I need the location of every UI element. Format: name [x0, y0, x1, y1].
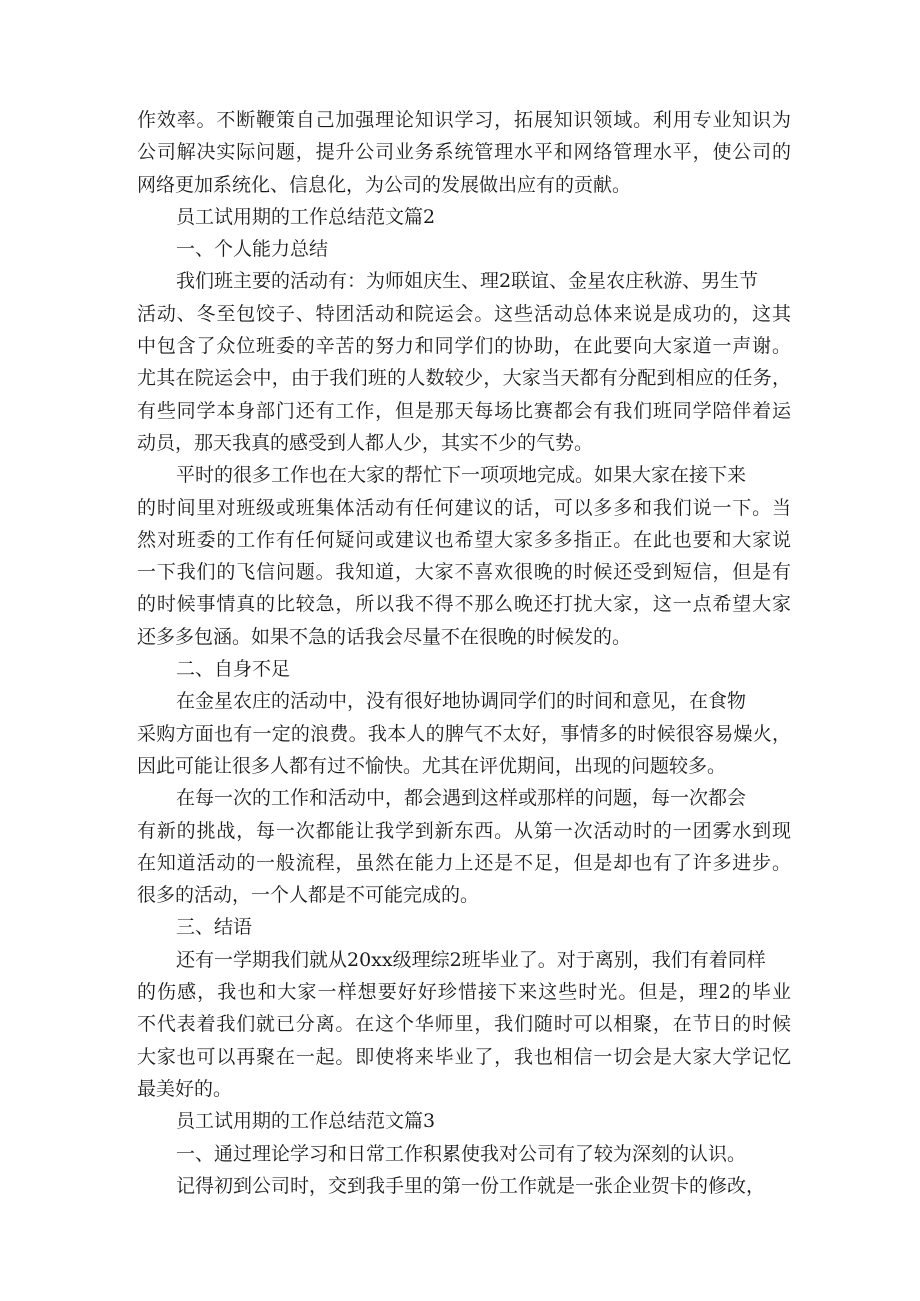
text-line: 活动、冬至包饺子、特团活动和院运会。这些活动总体来说是成功的，这其 — [137, 302, 791, 325]
text-line: 大家也可以再聚在一起。即使将来毕业了，我也相信一切会是大家大学记忆 — [137, 1045, 791, 1068]
text-line: 最美好的。 — [137, 1077, 233, 1100]
text-line: 的时间里对班级或班集体活动有任何建议的话，可以多多和我们说一下。当 — [137, 496, 791, 519]
text-line: 因此可能让很多人都有过不愉快。尤其在评优期间，出现的问题较多。 — [137, 754, 727, 777]
text-line: 的时候事情真的比较急，所以我不得不那么晚还打扰大家，这一点希望大家 — [137, 593, 791, 616]
text-line: 有新的挑战，每一次都能让我学到新东西。从第一次活动时的一团雾水到现 — [137, 819, 791, 842]
section-heading: 二、自身不足 — [176, 658, 291, 681]
text-line: 不代表着我们就已分离。在这个华师里，我们随时可以相聚，在节日的时候 — [137, 1013, 791, 1036]
section-heading: 三、结语 — [176, 916, 253, 939]
text-line: 然对班委的工作有任何疑问或建议也希望大家多多指正。在此也要和大家说 — [137, 528, 791, 551]
text-line: 一、通过理论学习和日常工作积累使我对公司有了较为深刻的认识。 — [176, 1142, 747, 1165]
document-page — [137, 104, 791, 1202]
text-line: 采购方面也有一定的浪费。我本人的脾气不太好，事情多的时候很容易燥火， — [137, 722, 791, 745]
text-line: 还多多包涵。如果不急的话我会尽量不在很晚的时候发的。 — [137, 625, 632, 648]
text-line: 公司解决实际问题，提升公司业务系统管理水平和网络管理水平，使公司的 — [137, 141, 791, 164]
section-heading: 一、个人能力总结 — [176, 238, 329, 261]
text-line: 动员，那天我真的感受到人都人少，其实不少的气势。 — [137, 431, 594, 454]
text-line: 的伤感，我也和大家一样想要好好珍惜接下来这些时光。但是，理2的毕业 — [137, 981, 791, 1004]
text-line: 很多的活动，一个人都是不可能完成的。 — [137, 884, 480, 907]
text-line: 我们班主要的活动有：为师姐庆生、理2联谊、金星农庄秋游、男生节 — [176, 270, 759, 293]
text-line: 网络更加系统化、信息化，为公司的发展做出应有的贡献。 — [137, 173, 632, 196]
text-line: 在知道活动的一般流程，虽然在能力上还是不足，但是却也有了许多进步。 — [137, 851, 791, 874]
text-line: 尤其在院运会中，由于我们班的人数较少，大家当天都有分配到相应的任务， — [137, 367, 791, 390]
text-line: 在金星农庄的活动中，没有很好地协调同学们的时间和意见，在食物 — [176, 690, 747, 713]
text-line: 作效率。不断鞭策自己加强理论知识学习，拓展知识领域。利用专业知识为 — [137, 109, 791, 131]
text-line: 在每一次的工作和活动中，都会遇到这样或那样的问题，每一次都会 — [176, 787, 747, 810]
text-line: 一下我们的飞信问题。我知道，大家不喜欢很晚的时候还受到短信，但是有 — [137, 561, 791, 584]
text-line: 中包含了众位班委的辛苦的努力和同学们的协助，在此要向大家道一声谢。 — [137, 335, 791, 358]
section-heading: 员工试用期的工作总结范文篇3 — [176, 1110, 436, 1133]
text-line: 有些同学本身部门还有工作，但是那天每场比赛都会有我们班同学陪伴着运 — [137, 399, 791, 422]
section-heading: 员工试用期的工作总结范文篇2 — [176, 205, 436, 228]
text-line: 记得初到公司时，交到我手里的第一份工作就是一张企业贺卡的修改， — [176, 1174, 766, 1197]
text-line: 平时的很多工作也在大家的帮忙下一项项地完成。如果大家在接下来 — [176, 464, 747, 487]
text-line: 还有一学期我们就从20xx级理综2班毕业了。对于离别，我们有着同样 — [176, 948, 766, 971]
